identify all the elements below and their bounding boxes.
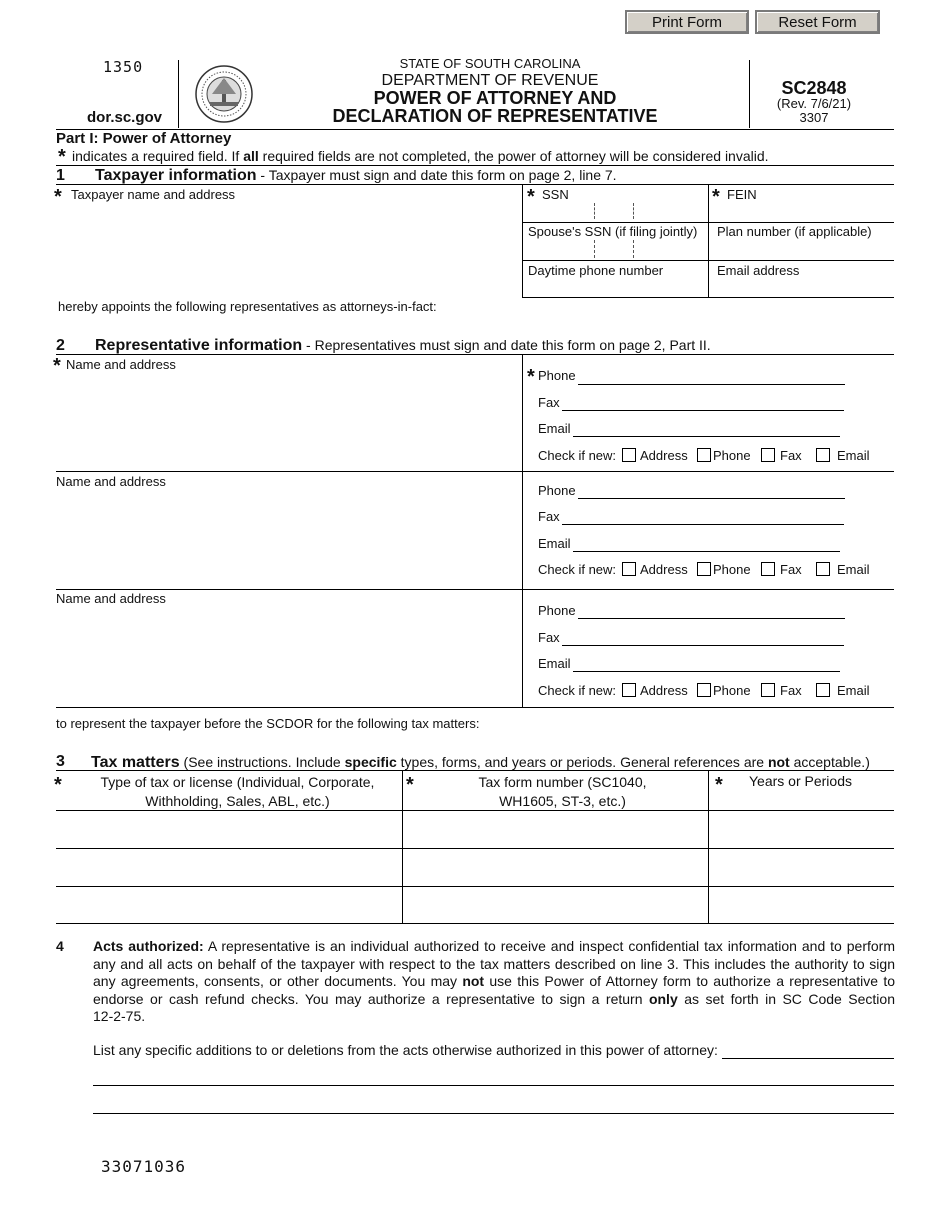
rule	[56, 165, 894, 166]
daytime-phone-label: Daytime phone number	[528, 263, 664, 278]
rep2-name-address-label: Name and address	[56, 474, 166, 489]
section2-heading: Representative information - Representatives must sign and date this form on page 2, Part II.	[95, 337, 711, 354]
header-divider-left	[178, 60, 179, 128]
rep3-email-field[interactable]	[573, 671, 840, 672]
print-form-button[interactable]: Print Form	[625, 10, 749, 34]
rep1-phone-checkbox[interactable]	[697, 448, 711, 462]
rule	[56, 886, 894, 887]
rep2-email-option: Email	[837, 562, 870, 577]
state-name: STATE OF SOUTH CAROLINA	[399, 56, 581, 71]
rep1-fax-field[interactable]	[562, 410, 844, 411]
daytime-phone-field[interactable]	[527, 279, 703, 296]
form-title-line2: DECLARATION OF REPRESENTATIVE	[332, 106, 658, 126]
rep2-check-label: Check if new:	[538, 562, 617, 577]
section4-number: 4	[56, 938, 64, 954]
rep2-email-checkbox[interactable]	[816, 562, 830, 576]
rep3-email-option: Email	[837, 683, 870, 698]
years-field-1[interactable]	[711, 812, 892, 846]
rule	[56, 589, 894, 590]
rep1-name-address-field[interactable]	[58, 374, 518, 468]
years-field-2[interactable]	[711, 850, 892, 884]
reset-form-button[interactable]: Reset Form	[755, 10, 880, 34]
required-star: *	[715, 774, 723, 796]
rep2-address-checkbox[interactable]	[622, 562, 636, 576]
rep2-name-address-field[interactable]	[58, 491, 518, 585]
rule	[56, 184, 894, 185]
rule	[522, 184, 523, 297]
tax-type-field-2[interactable]	[58, 850, 398, 884]
tax-type-field-3[interactable]	[58, 888, 398, 922]
email-address-field[interactable]	[712, 279, 892, 296]
rep2-fax-label: Fax	[538, 509, 560, 524]
rep3-fax-checkbox[interactable]	[761, 683, 775, 697]
rule	[56, 707, 894, 708]
state-seal-icon	[194, 64, 254, 124]
header-divider-right	[749, 60, 750, 128]
rep1-name-address-label: Name and address	[66, 357, 176, 372]
plan-number-label: Plan number (if applicable)	[717, 224, 872, 239]
ssn-field[interactable]	[527, 203, 703, 220]
spouse-ssn-field[interactable]	[527, 240, 703, 258]
rep2-email-field[interactable]	[573, 551, 840, 552]
section1-heading: Taxpayer information - Taxpayer must sign and date this form on page 2, line 7.	[95, 167, 617, 184]
rep1-email-option: Email	[837, 448, 870, 463]
rep1-email-checkbox[interactable]	[816, 448, 830, 462]
years-periods-column-header: Years or Periods	[749, 773, 852, 789]
rep3-fax-field[interactable]	[562, 645, 844, 646]
rep3-address-checkbox[interactable]	[622, 683, 636, 697]
rep2-fax-field[interactable]	[562, 524, 844, 525]
form-number: SC2848	[781, 78, 847, 98]
rep3-name-address-field[interactable]	[58, 608, 518, 704]
required-star: *	[527, 366, 535, 388]
required-note: indicates a required field. If all required fields are not completed, the power of attorney will be considered invalid.	[72, 148, 769, 164]
rule	[522, 297, 894, 298]
rep2-phone-field[interactable]	[578, 498, 845, 499]
required-star: *	[712, 186, 720, 208]
required-star: *	[54, 186, 62, 208]
rule	[522, 222, 894, 223]
required-star: *	[54, 774, 62, 796]
rule	[56, 770, 894, 771]
required-star: *	[527, 186, 535, 208]
rep2-email-label: Email	[538, 536, 571, 551]
rep1-phone-field[interactable]	[578, 384, 845, 385]
rep2-phone-checkbox[interactable]	[697, 562, 711, 576]
tax-form-field-3[interactable]	[405, 888, 705, 922]
rep1-phone-label: Phone	[538, 368, 576, 383]
rule	[522, 260, 894, 261]
rep3-email-checkbox[interactable]	[816, 683, 830, 697]
rep1-email-field[interactable]	[573, 436, 840, 437]
represent-text: to represent the taxpayer before the SCDOR for the following tax matters:	[56, 716, 480, 731]
rep1-fax-label: Fax	[538, 395, 560, 410]
required-star: *	[406, 774, 414, 796]
form-title-line1: POWER OF ATTORNEY AND	[373, 88, 617, 108]
fein-field[interactable]	[712, 203, 892, 220]
fein-label: FEIN	[727, 187, 757, 202]
section2-number: 2	[56, 337, 65, 354]
department-name: DEPARTMENT OF REVENUE	[381, 72, 599, 89]
rep2-fax-option: Fax	[780, 562, 802, 577]
rule	[708, 184, 709, 297]
part1-title: Part I: Power of Attorney	[56, 130, 232, 147]
rep3-email-label: Email	[538, 656, 571, 671]
spouse-ssn-label: Spouse's SSN (if filing jointly)	[528, 224, 698, 239]
rep2-fax-checkbox[interactable]	[761, 562, 775, 576]
rule	[56, 354, 894, 355]
rule	[56, 848, 894, 849]
taxpayer-name-address-label: Taxpayer name and address	[71, 187, 236, 202]
revision-date: (Rev. 7/6/21)	[776, 96, 852, 111]
section1-number: 1	[56, 167, 65, 184]
tax-form-field-2[interactable]	[405, 850, 705, 884]
rep3-check-label: Check if new:	[538, 683, 617, 698]
website: dor.sc.gov	[87, 109, 163, 126]
footer-barcode-number: 33071036	[101, 1157, 187, 1176]
rule	[56, 923, 894, 924]
rep1-email-label: Email	[538, 421, 571, 436]
rep2-address-option: Address	[640, 562, 688, 577]
additions-deletions-label: List any specific additions to or deletions from the acts otherwise authorized in this power of attorney:	[93, 1042, 718, 1058]
form-id-code: 3307	[799, 110, 829, 125]
rep1-phone-option: Phone	[713, 448, 751, 463]
rep3-phone-option: Phone	[713, 683, 751, 698]
email-address-label: Email address	[717, 263, 800, 278]
required-star: *	[53, 355, 61, 377]
rep1-address-option: Address	[640, 448, 688, 463]
rule	[708, 770, 709, 924]
rep2-phone-label: Phone	[538, 483, 576, 498]
section3-number: 3	[56, 753, 65, 770]
rule	[56, 471, 894, 472]
required-star: *	[58, 146, 66, 168]
additions-deletions-field-inline[interactable]	[722, 1058, 894, 1059]
rep1-fax-checkbox[interactable]	[761, 448, 775, 462]
rule	[56, 810, 894, 811]
rep1-fax-option: Fax	[780, 448, 802, 463]
rep2-phone-option: Phone	[713, 562, 751, 577]
rule	[522, 354, 523, 708]
rep3-fax-label: Fax	[538, 630, 560, 645]
ssn-label: SSN	[542, 187, 569, 202]
additions-deletions-line-2[interactable]	[93, 1113, 894, 1114]
plan-number-field[interactable]	[712, 240, 892, 258]
tax-form-column-header: Tax form number (SC1040, WH1605, ST-3, etc.)	[478, 774, 647, 809]
additions-deletions-line-1[interactable]	[93, 1085, 894, 1086]
tax-type-field-1[interactable]	[58, 812, 398, 846]
rep3-phone-checkbox[interactable]	[697, 683, 711, 697]
taxpayer-name-address-field[interactable]	[58, 204, 518, 292]
appoints-text: hereby appoints the following representatives as attorneys-in-fact:	[58, 299, 437, 314]
acts-authorized-text: Acts authorized: A representative is an individual authorized to receive and inspect confidential tax information and to perform any and all acts on behalf of the taxpayer with respect to the tax matters described on line 3. This includes the authority to sign any agreements, consents, or other documents. You may not use this Power of Attorney form to authorize a representative to endorse or cash refund checks. You may authorize a representative to sign a return only as set forth in SC Code Section 12-2-75.	[93, 938, 895, 1024]
form-code: 1350	[103, 58, 144, 76]
rep3-phone-label: Phone	[538, 603, 576, 618]
rep1-check-label: Check if new:	[538, 448, 617, 463]
tax-form-field-1[interactable]	[405, 812, 705, 846]
rule	[402, 770, 403, 924]
rep3-name-address-label: Name and address	[56, 591, 166, 606]
years-field-3[interactable]	[711, 888, 892, 922]
rep3-fax-option: Fax	[780, 683, 802, 698]
section3-heading: Tax matters (See instructions. Include specific types, forms, and years or periods. General references are not acceptable.)	[91, 754, 870, 771]
tax-type-column-header: Type of tax or license (Individual, Corporate, Withholding, Sales, ABL, etc.)	[100, 774, 375, 809]
rep1-address-checkbox[interactable]	[622, 448, 636, 462]
rep3-phone-field[interactable]	[578, 618, 845, 619]
rep3-address-option: Address	[640, 683, 688, 698]
